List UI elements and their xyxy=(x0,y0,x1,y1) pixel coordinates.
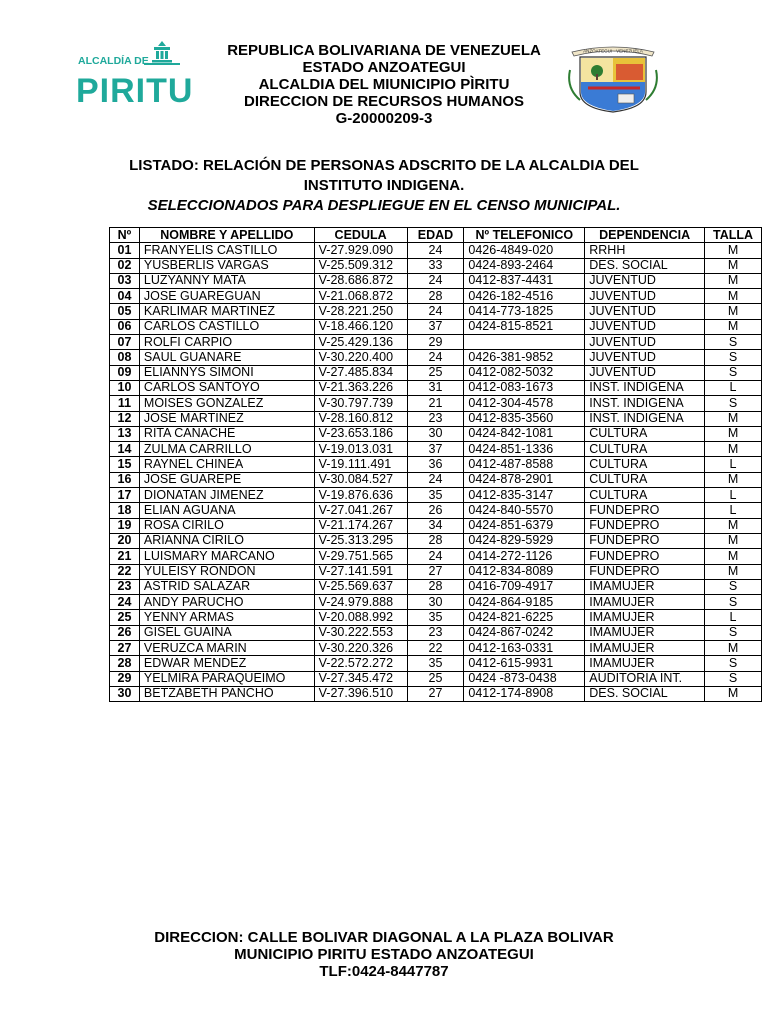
cedula: V-21.174.267 xyxy=(314,518,407,533)
row-number: 16 xyxy=(110,472,140,487)
person-name: YELMIRA PARAQUEIMO xyxy=(139,671,314,686)
table-row xyxy=(110,442,762,457)
age: 24 xyxy=(407,472,464,487)
row-number: 18 xyxy=(110,503,140,518)
cedula: V-21.363.226 xyxy=(314,380,407,395)
cedula: V-27.041.267 xyxy=(314,503,407,518)
department: JUVENTUD xyxy=(585,350,705,365)
phone-number: 0412-174-8908 xyxy=(464,686,585,701)
header-phone: Nº TELEFONICO xyxy=(464,228,585,243)
age: 23 xyxy=(407,411,464,426)
person-name: ARIANNA CIRILO xyxy=(139,533,314,548)
row-number: 28 xyxy=(110,656,140,671)
person-name: SAUL GUANARE xyxy=(139,350,314,365)
table-row xyxy=(110,595,762,610)
table-row xyxy=(110,656,762,671)
person-name: LUZYANNY MATA xyxy=(139,273,314,288)
age: 23 xyxy=(407,625,464,640)
row-number: 17 xyxy=(110,488,140,503)
person-name: BETZABETH PANCHO xyxy=(139,686,314,701)
logo-line1: ALCALDÍA DE xyxy=(78,55,149,67)
row-number: 19 xyxy=(110,518,140,533)
table-row xyxy=(110,273,762,288)
piritu-coat-of-arms-icon xyxy=(566,40,660,114)
list-title xyxy=(100,156,668,216)
table-row xyxy=(110,350,762,365)
row-number: 21 xyxy=(110,549,140,564)
size: M xyxy=(705,411,762,426)
table-row xyxy=(110,503,762,518)
age: 24 xyxy=(407,273,464,288)
cedula: V-28.686.872 xyxy=(314,273,407,288)
phone-number: 0412-082-5032 xyxy=(464,365,585,380)
department: FUNDEPRO xyxy=(585,533,705,548)
title-line-2: INSTITUTO INDIGENA. xyxy=(303,177,465,194)
row-number: 03 xyxy=(110,273,140,288)
cedula: V-27.141.591 xyxy=(314,564,407,579)
header-name: NOMBRE Y APELLIDO xyxy=(139,228,314,243)
table-row xyxy=(110,396,762,411)
age: 28 xyxy=(407,289,464,304)
table-row xyxy=(110,380,762,395)
table-header-row xyxy=(110,228,762,243)
age: 36 xyxy=(407,457,464,472)
size: M xyxy=(705,549,762,564)
person-name: ZULMA CARRILLO xyxy=(139,442,314,457)
department: IMAMUJER xyxy=(585,595,705,610)
table-row xyxy=(110,549,762,564)
table-body xyxy=(110,243,762,702)
row-number: 23 xyxy=(110,579,140,594)
age: 22 xyxy=(407,641,464,656)
age: 37 xyxy=(407,442,464,457)
phone-number: 0424-821-6225 xyxy=(464,610,585,625)
cedula: V-27.396.510 xyxy=(314,686,407,701)
table-row xyxy=(110,411,762,426)
department: DES. SOCIAL xyxy=(585,686,705,701)
age: 29 xyxy=(407,335,464,350)
size: L xyxy=(705,457,762,472)
size: M xyxy=(705,243,762,258)
person-name: GISEL GUAINA xyxy=(139,625,314,640)
phone-number: 0424-851-1336 xyxy=(464,442,585,457)
department: IMAMUJER xyxy=(585,656,705,671)
size: S xyxy=(705,595,762,610)
header-size: TALLA xyxy=(705,228,762,243)
phone-number: 0424-864-9185 xyxy=(464,595,585,610)
cedula: V-27.929.090 xyxy=(314,243,407,258)
header-line-department: DIRECCION DE RECURSOS HUMANOS xyxy=(243,93,525,110)
department: IMAMUJER xyxy=(585,610,705,625)
cedula: V-25.313.295 xyxy=(314,533,407,548)
logo-line2: PIRITU xyxy=(76,72,194,108)
person-name: ROLFI CARPIO xyxy=(139,335,314,350)
table-row xyxy=(110,579,762,594)
person-name: LUISMARY MARCANO xyxy=(139,549,314,564)
phone-number: 0412-835-3560 xyxy=(464,411,585,426)
phone-number: 0424-842-1081 xyxy=(464,426,585,441)
row-number: 13 xyxy=(110,426,140,441)
cedula: V-27.345.472 xyxy=(314,671,407,686)
coat-banner-text: ANZOATEGUI - VENEZUELA xyxy=(583,48,643,54)
phone-number: 0426-381-9852 xyxy=(464,350,585,365)
age: 28 xyxy=(407,533,464,548)
age: 35 xyxy=(407,488,464,503)
cedula: V-20.088.992 xyxy=(314,610,407,625)
cedula: V-22.572.272 xyxy=(314,656,407,671)
personnel-table xyxy=(109,227,762,702)
size: M xyxy=(705,273,762,288)
header-line-state: ESTADO ANZOATEGUI xyxy=(302,59,466,76)
row-number: 02 xyxy=(110,258,140,273)
age: 35 xyxy=(407,656,464,671)
table-row xyxy=(110,533,762,548)
phone-number: 0424-878-2901 xyxy=(464,472,585,487)
age: 21 xyxy=(407,396,464,411)
row-number: 20 xyxy=(110,533,140,548)
age: 24 xyxy=(407,304,464,319)
department: JUVENTUD xyxy=(585,319,705,334)
person-name: ROSA CIRILO xyxy=(139,518,314,533)
row-number: 24 xyxy=(110,595,140,610)
cedula: V-19.111.491 xyxy=(314,457,407,472)
person-name: ELIANNYS SIMONI xyxy=(139,365,314,380)
cedula: V-28.221.250 xyxy=(314,304,407,319)
row-number: 04 xyxy=(110,289,140,304)
department: INST. INDIGENA xyxy=(585,380,705,395)
size: S xyxy=(705,350,762,365)
row-number: 07 xyxy=(110,335,140,350)
phone-number: 0412-163-0331 xyxy=(464,641,585,656)
person-name: RITA CANACHE xyxy=(139,426,314,441)
row-number: 09 xyxy=(110,365,140,380)
size: L xyxy=(705,610,762,625)
phone-number: 0424-815-8521 xyxy=(464,319,585,334)
department: FUNDEPRO xyxy=(585,518,705,533)
size: M xyxy=(705,442,762,457)
row-number: 05 xyxy=(110,304,140,319)
department: IMAMUJER xyxy=(585,641,705,656)
person-name: YENNY ARMAS xyxy=(139,610,314,625)
header-age: EDAD xyxy=(407,228,464,243)
row-number: 06 xyxy=(110,319,140,334)
department: DES. SOCIAL xyxy=(585,258,705,273)
cedula: V-30.220.400 xyxy=(314,350,407,365)
row-number: 22 xyxy=(110,564,140,579)
size: M xyxy=(705,258,762,273)
size: L xyxy=(705,488,762,503)
table-row xyxy=(110,564,762,579)
table-row xyxy=(110,671,762,686)
age: 28 xyxy=(407,579,464,594)
header-cedula: CEDULA xyxy=(314,228,407,243)
age: 27 xyxy=(407,564,464,579)
phone-number: 0424-829-5929 xyxy=(464,533,585,548)
table-row xyxy=(110,641,762,656)
document-footer xyxy=(100,929,668,980)
person-name: YULEISY RONDON xyxy=(139,564,314,579)
person-name: MOISES GONZALEZ xyxy=(139,396,314,411)
size: M xyxy=(705,533,762,548)
person-name: KARLIMAR MARTINEZ xyxy=(139,304,314,319)
table-row xyxy=(110,488,762,503)
phone-number: 0412-834-8089 xyxy=(464,564,585,579)
cedula: V-30.220.326 xyxy=(314,641,407,656)
footer-municipality: MUNICIPIO PIRITU ESTADO ANZOATEGUI xyxy=(234,946,534,963)
row-number: 12 xyxy=(110,411,140,426)
table-row xyxy=(110,472,762,487)
cedula: V-27.485.834 xyxy=(314,365,407,380)
department: JUVENTUD xyxy=(585,273,705,288)
age: 25 xyxy=(407,671,464,686)
row-number: 29 xyxy=(110,671,140,686)
row-number: 08 xyxy=(110,350,140,365)
table-row xyxy=(110,610,762,625)
phone-number: 0412-835-3147 xyxy=(464,488,585,503)
department: JUVENTUD xyxy=(585,304,705,319)
table-row xyxy=(110,426,762,441)
header-line-republic: REPUBLICA BOLIVARIANA DE VENEZUELA xyxy=(227,42,541,59)
size: M xyxy=(705,564,762,579)
size: L xyxy=(705,380,762,395)
size: S xyxy=(705,396,762,411)
phone-number: 0424-851-6379 xyxy=(464,518,585,533)
phone-number: 0412-615-9931 xyxy=(464,656,585,671)
table-row xyxy=(110,625,762,640)
department: JUVENTUD xyxy=(585,335,705,350)
department: JUVENTUD xyxy=(585,365,705,380)
table-row xyxy=(110,335,762,350)
cedula: V-29.751.565 xyxy=(314,549,407,564)
age: 33 xyxy=(407,258,464,273)
row-number: 30 xyxy=(110,686,140,701)
phone-number: 0424-867-0242 xyxy=(464,625,585,640)
department: IMAMUJER xyxy=(585,579,705,594)
size: S xyxy=(705,579,762,594)
cedula: V-19.013.031 xyxy=(314,442,407,457)
table-row xyxy=(110,304,762,319)
department: JUVENTUD xyxy=(585,289,705,304)
age: 37 xyxy=(407,319,464,334)
age: 30 xyxy=(407,595,464,610)
row-number: 26 xyxy=(110,625,140,640)
cedula: V-24.979.888 xyxy=(314,595,407,610)
cedula: V-21.068.872 xyxy=(314,289,407,304)
header-line-municipality: ALCALDIA DEL MIUNICIPIO PÌRITU xyxy=(258,76,510,93)
person-name: CARLOS SANTOYO xyxy=(139,380,314,395)
size: M xyxy=(705,319,762,334)
size: S xyxy=(705,365,762,380)
row-number: 15 xyxy=(110,457,140,472)
footer-address: DIRECCION: CALLE BOLIVAR DIAGONAL A LA PLAZA BOLIVAR xyxy=(154,929,614,946)
phone-number: 0414-773-1825 xyxy=(464,304,585,319)
row-number: 25 xyxy=(110,610,140,625)
alcaldia-de-piritu-logo xyxy=(74,38,200,108)
age: 31 xyxy=(407,380,464,395)
phone-number: 0424-840-5570 xyxy=(464,503,585,518)
department: CULTURA xyxy=(585,472,705,487)
person-name: RAYNEL CHINEA xyxy=(139,457,314,472)
person-name: JOSE GUAREPE xyxy=(139,472,314,487)
row-number: 11 xyxy=(110,396,140,411)
row-number: 14 xyxy=(110,442,140,457)
size: M xyxy=(705,289,762,304)
row-number: 10 xyxy=(110,380,140,395)
department: FUNDEPRO xyxy=(585,564,705,579)
title-line-1: LISTADO: RELACIÓN DE PERSONAS ADSCRITO DE LA ALCALDIA DEL xyxy=(129,157,639,174)
size: S xyxy=(705,656,762,671)
cedula: V-28.160.812 xyxy=(314,411,407,426)
size: M xyxy=(705,426,762,441)
size: M xyxy=(705,518,762,533)
department: CULTURA xyxy=(585,457,705,472)
table-row xyxy=(110,319,762,334)
cedula: V-30.797.739 xyxy=(314,396,407,411)
person-name: JOSE GUAREGUAN xyxy=(139,289,314,304)
department: FUNDEPRO xyxy=(585,549,705,564)
person-name: FRANYELIS CASTILLO xyxy=(139,243,314,258)
header-number: Nº xyxy=(110,228,140,243)
age: 34 xyxy=(407,518,464,533)
title-subtitle: SELECCIONADOS PARA DESPLIEGUE EN EL CENSO MUNICIPAL. xyxy=(147,197,621,214)
age: 25 xyxy=(407,365,464,380)
person-name: VERUZCA MARIN xyxy=(139,641,314,656)
footer-phone: TLF:0424-8447787 xyxy=(319,963,449,980)
size: M xyxy=(705,304,762,319)
size: L xyxy=(705,503,762,518)
age: 24 xyxy=(407,350,464,365)
person-name: ANDY PARUCHO xyxy=(139,595,314,610)
phone-number: 0412-083-1673 xyxy=(464,380,585,395)
cedula: V-23.653.186 xyxy=(314,426,407,441)
cedula: V-25.429.136 xyxy=(314,335,407,350)
cedula: V-19.876.636 xyxy=(314,488,407,503)
department: RRHH xyxy=(585,243,705,258)
person-name: ASTRID SALAZAR xyxy=(139,579,314,594)
size: S xyxy=(705,335,762,350)
department: FUNDEPRO xyxy=(585,503,705,518)
department: INST. INDIGENA xyxy=(585,411,705,426)
person-name: YUSBERLIS VARGAS xyxy=(139,258,314,273)
age: 30 xyxy=(407,426,464,441)
cedula: V-30.084.527 xyxy=(314,472,407,487)
size: S xyxy=(705,625,762,640)
age: 26 xyxy=(407,503,464,518)
cedula: V-30.222.553 xyxy=(314,625,407,640)
table-row xyxy=(110,518,762,533)
age: 24 xyxy=(407,549,464,564)
department: IMAMUJER xyxy=(585,625,705,640)
department: INST. INDIGENA xyxy=(585,396,705,411)
table-row xyxy=(110,258,762,273)
person-name: EDWAR MENDEZ xyxy=(139,656,314,671)
department: CULTURA xyxy=(585,488,705,503)
header-department: DEPENDENCIA xyxy=(585,228,705,243)
age: 24 xyxy=(407,243,464,258)
phone-number: 0414-272-1126 xyxy=(464,549,585,564)
table-row xyxy=(110,457,762,472)
phone-number: 0426-4849-020 xyxy=(464,243,585,258)
department: AUDITORIA INT. xyxy=(585,671,705,686)
table-row xyxy=(110,365,762,380)
table-row xyxy=(110,289,762,304)
size: M xyxy=(705,641,762,656)
phone-number xyxy=(464,335,585,350)
row-number: 27 xyxy=(110,641,140,656)
phone-number: 0424-893-2464 xyxy=(464,258,585,273)
phone-number: 0424 -873-0438 xyxy=(464,671,585,686)
size: M xyxy=(705,472,762,487)
person-name: ELIAN AGUANA xyxy=(139,503,314,518)
person-name: JOSE MARTINEZ xyxy=(139,411,314,426)
table-row xyxy=(110,243,762,258)
age: 35 xyxy=(407,610,464,625)
person-name: DIONATAN JIMENEZ xyxy=(139,488,314,503)
row-number: 01 xyxy=(110,243,140,258)
department: CULTURA xyxy=(585,442,705,457)
department: CULTURA xyxy=(585,426,705,441)
phone-number: 0426-182-4516 xyxy=(464,289,585,304)
document-header xyxy=(200,42,568,127)
header-line-rif: G-20000209-3 xyxy=(335,110,433,127)
cedula: V-25.509.312 xyxy=(314,258,407,273)
cedula: V-25.569.637 xyxy=(314,579,407,594)
phone-number: 0412-304-4578 xyxy=(464,396,585,411)
phone-number: 0412-487-8588 xyxy=(464,457,585,472)
person-name: CARLOS CASTILLO xyxy=(139,319,314,334)
age: 27 xyxy=(407,686,464,701)
table-row xyxy=(110,686,762,701)
cedula: V-18.466.120 xyxy=(314,319,407,334)
size: M xyxy=(705,686,762,701)
phone-number: 0412-837-4431 xyxy=(464,273,585,288)
phone-number: 0416-709-4917 xyxy=(464,579,585,594)
size: S xyxy=(705,671,762,686)
